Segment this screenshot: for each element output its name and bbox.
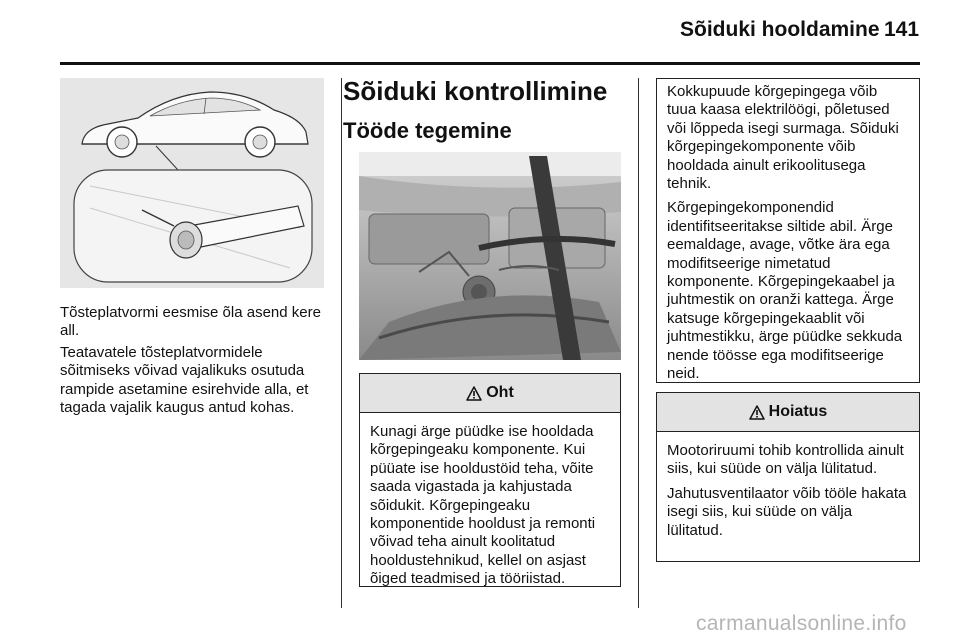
- continued-warning-box: [656, 78, 920, 383]
- danger-warning-header: [360, 374, 620, 413]
- continued-warning-text-1: Kokkupuude kõrgepingega võib tuua kaasa elektrilöögi, põletused või lõppeda isegi surmaga. Sõiduki kõrgepingekomponente võib hooldada ainult erikoolitusega tehnik.: [667, 83, 899, 193]
- continued-warning-text-2: Kõrgepingekomponendid identifitseeritakse siltide abil. Ärge eemaldage, avage, võtke ära ega modifitseerige nimetatud komponente. Kõrgepingekaabel ja juhtmestik on oranži kattega. Ärge katsuge kõrgepingekaablit või juhtmestikku, ärge püüdke sekkuda nende töösse ega modifitseerige neid.: [667, 199, 903, 383]
- warning-triangle-icon: [749, 405, 765, 420]
- caution-header: [657, 393, 919, 432]
- watermark: carmanualsonline.info: [696, 612, 907, 635]
- header-rule: [60, 62, 920, 65]
- page-number: 141: [884, 18, 920, 41]
- danger-warning-box: [359, 373, 621, 587]
- danger-warning-title: Oht: [486, 384, 514, 401]
- column-divider-left: [341, 78, 342, 608]
- lift-point-illustration: [60, 78, 324, 288]
- danger-warning-text: Kunagi ärge püüdke ise hooldada kõrgepingeaku komponente. Kui püüate ise hooldustöid teha, võite saada vigastada ja kahjustada sõidukit. Kõrgepingeaku komponentide hooldust ja remonti võivad teha ainult koolitatud hooldustehnikud, kellel on asjast õiged teadmised ja tööriistad.: [370, 423, 596, 588]
- section-heading: Sõiduki kontrollimine: [343, 76, 608, 106]
- body-paragraph: Teatavatele tõsteplatvormidele sõitmiseks võivad vajalikuks osutuda rampide asetamine esirehvide alla, et tagada vajalik kaugus antud kohas.: [60, 344, 309, 417]
- engine-bay-photo: [359, 152, 621, 360]
- caution-text-2: Jahutusventilaator võib tööle hakata isegi siis, kui süüde on välja lülitatud.: [667, 484, 907, 539]
- warning-triangle-icon: [466, 386, 482, 401]
- caution-title: Hoiatus: [768, 403, 828, 420]
- subsection-heading: Tööde tegemine: [343, 118, 512, 143]
- running-header-title: Sõiduki hooldamine: [680, 18, 880, 41]
- caution-text-1: Mootoriruumi tohib kontrollida ainult siis, kui süüde on välja lülitatud.: [667, 442, 904, 478]
- caution-box: [656, 392, 920, 562]
- column-divider-right: [638, 78, 639, 608]
- figure-caption: Tõsteplatvormi eesmise õla asend kere all.: [60, 304, 321, 340]
